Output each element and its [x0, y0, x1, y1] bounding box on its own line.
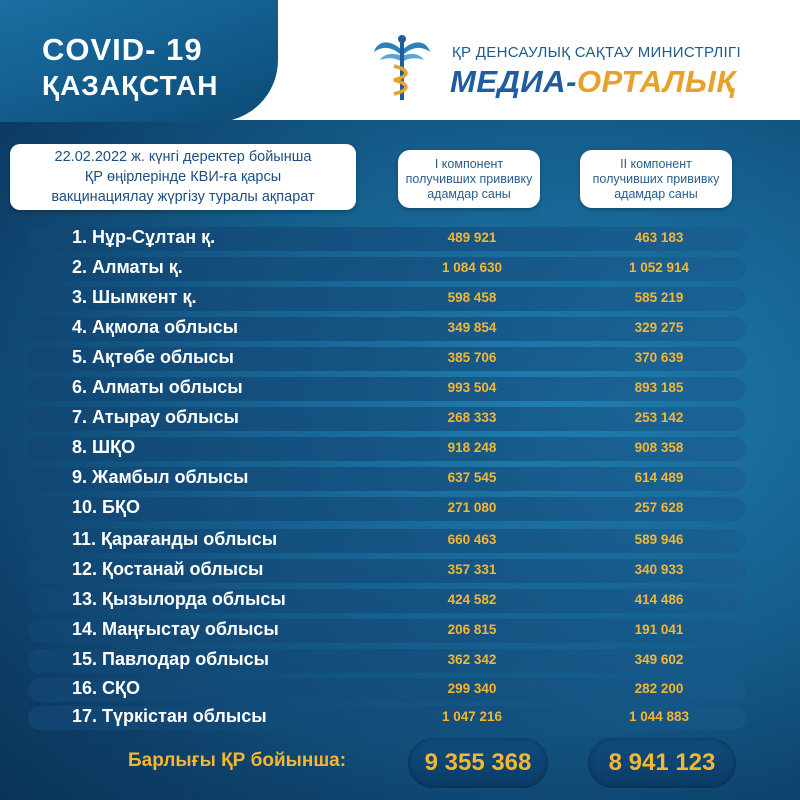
column-header-second-line-1: II компонент: [620, 156, 692, 171]
media-name-part2: ОРТАЛЫҚ: [576, 64, 736, 99]
region-name: 11. Қарағанды облысы: [72, 529, 278, 549]
country-title: ҚАЗАҚСТАН: [42, 70, 219, 101]
first-dose-value: 271 080: [447, 500, 497, 515]
media-name-part1: МЕДИА-: [450, 64, 577, 99]
table-row: [0, 466, 800, 492]
first-dose-value: 918 248: [447, 440, 497, 455]
region-name: 10. БҚО: [72, 497, 140, 517]
table-row: [0, 618, 800, 644]
second-dose-value: 349 602: [634, 652, 684, 667]
column-header-first-line-3: адамдар саны: [427, 186, 511, 201]
second-dose-value: 1 044 883: [628, 709, 690, 724]
first-dose-value: 993 504: [447, 380, 497, 395]
second-dose-value: 191 041: [634, 622, 684, 637]
first-dose-value: 206 815: [447, 622, 497, 637]
first-dose-value: 349 854: [447, 320, 497, 335]
region-name: 7. Атырау облысы: [72, 407, 239, 427]
first-dose-value: 1 047 216: [441, 709, 503, 724]
ministry-name: ҚР ДЕНСАУЛЫҚ САҚТАУ МИНИСТРЛІГІ: [452, 44, 741, 61]
first-dose-value: 362 342: [447, 652, 497, 667]
column-header-second-line-2: получивших прививку: [592, 171, 720, 186]
info-box: [10, 144, 356, 210]
region-name: 6. Алматы облысы: [72, 377, 243, 397]
second-dose-value: 370 639: [634, 350, 684, 365]
second-dose-value: 253 142: [634, 410, 684, 425]
second-dose-value: 340 933: [634, 562, 684, 577]
table-row: [0, 316, 800, 342]
second-dose-value: 463 183: [634, 230, 684, 245]
column-header-first-line-2: получивших прививку: [405, 171, 533, 186]
second-dose-value: 585 219: [634, 290, 684, 305]
covid-title: COVID- 19: [42, 32, 203, 67]
table-row: [0, 226, 800, 252]
table-row: [0, 286, 800, 312]
region-name: 8. ШҚО: [72, 437, 136, 457]
region-name: 16. СҚО: [72, 678, 141, 698]
covid-badge: [0, 0, 278, 122]
table-row: [0, 705, 800, 731]
column-header-second: [580, 150, 732, 208]
info-line-1: 22.02.2022 ж. күнгі деректер бойынша: [54, 149, 312, 165]
table-row: [0, 376, 800, 402]
first-dose-value: 598 458: [447, 290, 497, 305]
media-center-name: [450, 64, 736, 100]
table-row: [0, 436, 800, 462]
total-first-dose: 9 355 368: [408, 738, 548, 788]
table-row: [0, 256, 800, 282]
region-name: 3. Шымкент қ.: [72, 287, 197, 307]
first-dose-value: 660 463: [447, 532, 497, 547]
region-name: 13. Қызылорда облысы: [72, 589, 286, 609]
region-name: 1. Нұр-Сұлтан қ.: [72, 227, 216, 247]
table-row: [0, 346, 800, 372]
total-label: Барлығы ҚР бойынша:: [128, 750, 347, 771]
first-dose-value: 637 545: [447, 470, 497, 485]
first-dose-value: 489 921: [447, 230, 497, 245]
region-name: 2. Алматы қ.: [72, 257, 183, 277]
first-dose-value: 299 340: [447, 681, 497, 696]
table-row: [0, 496, 800, 522]
second-dose-value: 257 628: [634, 500, 684, 515]
caduceus-icon: [372, 30, 432, 102]
second-dose-value: 329 275: [634, 320, 684, 335]
table-row: [0, 528, 800, 554]
second-dose-value: 908 358: [634, 440, 684, 455]
second-dose-value: 589 946: [634, 532, 684, 547]
region-name: 4. Ақмола облысы: [72, 317, 238, 337]
second-dose-value: 1 052 914: [628, 260, 690, 275]
info-line-2: ҚР өңірлерінде КВИ-ға қарсы: [84, 169, 282, 185]
first-dose-value: 385 706: [447, 350, 497, 365]
region-name: 15. Павлодар облысы: [72, 649, 270, 669]
first-dose-value: 1 084 630: [441, 260, 503, 275]
table-row: [0, 558, 800, 584]
table-row: [0, 588, 800, 614]
table-row: [0, 677, 800, 703]
table-row: [0, 648, 800, 674]
second-dose-value: 282 200: [634, 681, 684, 696]
region-name: 12. Қостанай облысы: [72, 559, 264, 579]
info-line-3: вакцинациялау жүргізу туралы ақпарат: [51, 189, 315, 205]
first-dose-value: 424 582: [447, 592, 497, 607]
region-name: 14. Маңғыстау облысы: [72, 619, 279, 639]
total-second-dose: 8 941 123: [588, 738, 736, 788]
region-name: 5. Ақтөбе облысы: [72, 347, 234, 367]
first-dose-value: 268 333: [447, 410, 497, 425]
column-header-first-line-1: I компонент: [434, 156, 504, 171]
table-row: [0, 406, 800, 432]
column-header-second-line-3: адамдар саны: [614, 186, 698, 201]
region-name: 9. Жамбыл облысы: [72, 467, 249, 487]
second-dose-value: 614 489: [634, 470, 684, 485]
first-dose-value: 357 331: [447, 562, 497, 577]
media-center-logo: [344, 12, 760, 116]
column-header-first: [398, 150, 540, 208]
region-name: 17. Түркістан облысы: [72, 706, 267, 726]
second-dose-value: 893 185: [634, 380, 684, 395]
second-dose-value: 414 486: [634, 592, 684, 607]
